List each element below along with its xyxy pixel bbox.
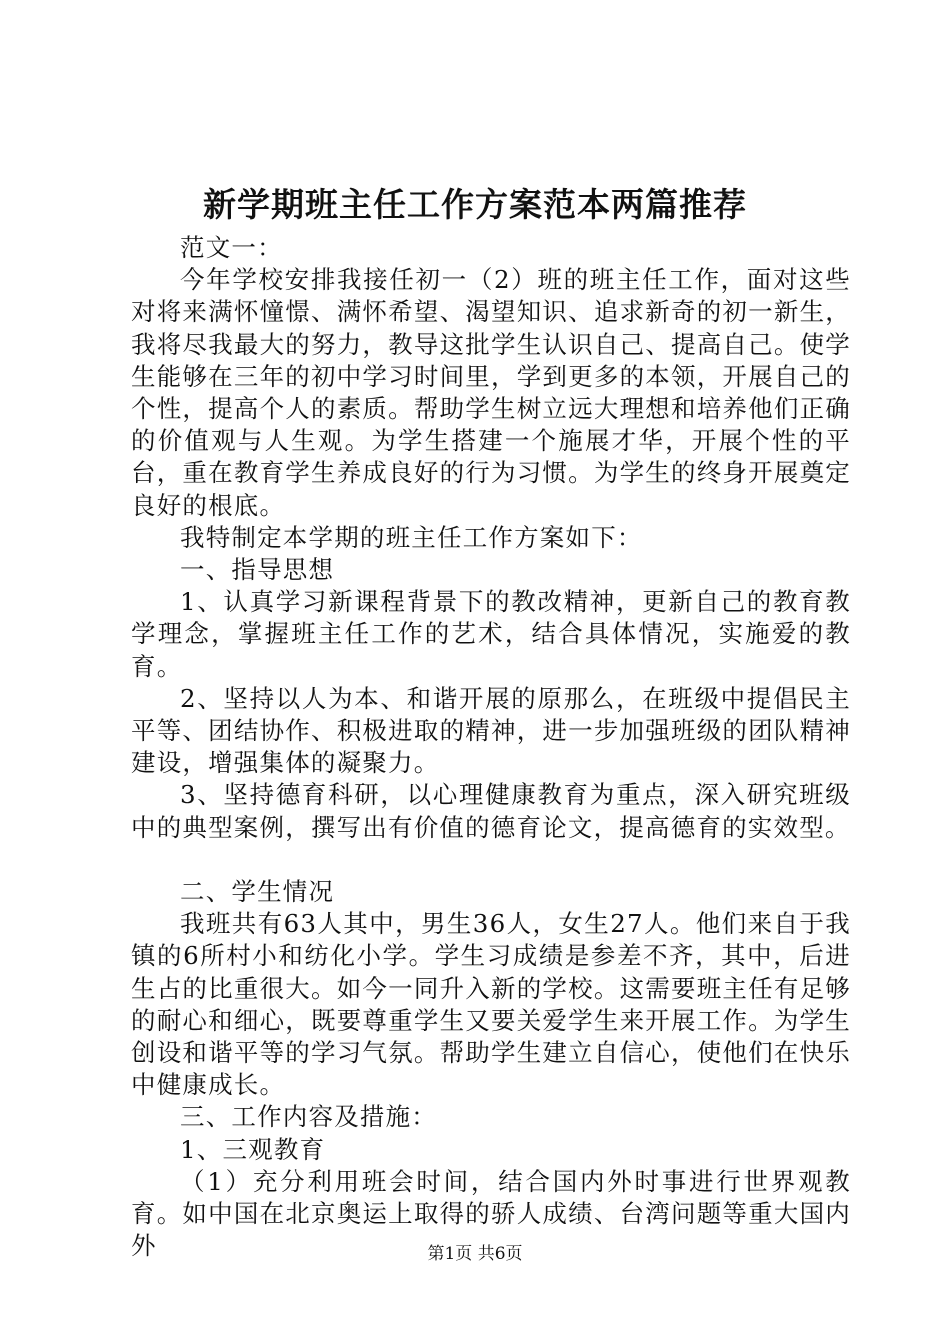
paragraph-item-1: （1）充分利用班会时间，结合国内外时事进行世界观教育。如中国在北京奥运上取得的骄人成绩、台湾问题等重大国内外 (131, 1166, 851, 1261)
paragraph-spacer (131, 844, 851, 876)
paragraph-student-situation: 我班共有63人其中，男生36人，女生27人。他们来自于我镇的6所村小和纺化小学。学生习成绩是参差不齐，其中，后进生占的比重很大。如今一同升入新的学校。这需要班主任有足够的耐心和细心，既要尊重学生又要关爱学生来开展工作。为学生创设和谐平等的学习气氛。帮助学生建立自信心，使他们在快乐中健康成长。 (131, 909, 851, 1100)
paragraph-point-3: 3、坚持德育科研，以心理健康教育为重点，深入研究班级中的典型案例，撰写出有价值的德育论文，提高德育的实效型。 (131, 780, 851, 842)
section-heading-guiding-ideology: 一、指导思想 (180, 555, 335, 585)
document-body (131, 232, 851, 1262)
paragraph-point-1: 1、认真学习新课程背景下的教改精神，更新自己的教育教学理念，掌握班主任工作的艺术，结合具体情况，实施爱的教育。 (131, 587, 851, 681)
subsection-heading-three-views: 1、三观教育 (180, 1134, 326, 1164)
paragraph-point-2: 2、坚持以人为本、和谐开展的原那么，在班级中提倡民主平等、团结协作、积极进取的精神，进一步加强班级的团队精神建设，增强集体的凝聚力。 (131, 683, 851, 778)
page-number: 第1页 共6页 (427, 1244, 523, 1264)
paragraph-plan-intro: 我特制定本学期的班主任工作方案如下： (180, 522, 643, 552)
section-heading-student-situation: 二、学生情况 (180, 877, 335, 907)
paragraph-heading-sample-one: 范文一： (180, 233, 283, 262)
paragraph-introduction: 今年学校安排我接任初一（2）班的班主任工作，面对这些对将来满怀憧憬、满怀希望、渴望知识、追求新奇的初一新生，我将尽我最大的努力，教导这批学生认识自己、提高自己。使学生能够在三年的初中学习时间里，学到更多的本领，开展自己的个性，提高个人的素质。帮助学生树立远大理想和培养他们正确的价值观与人生观。为学生搭建一个施展才华，开展个性的平台，重在教育学生养成良好的行为习惯。为学生的终身开展奠定良好的根底。 (131, 265, 851, 520)
document-title: 新学期班主任工作方案范本两篇推荐 (203, 185, 747, 224)
section-heading-work-content: 三、工作内容及措施： (180, 1102, 437, 1132)
